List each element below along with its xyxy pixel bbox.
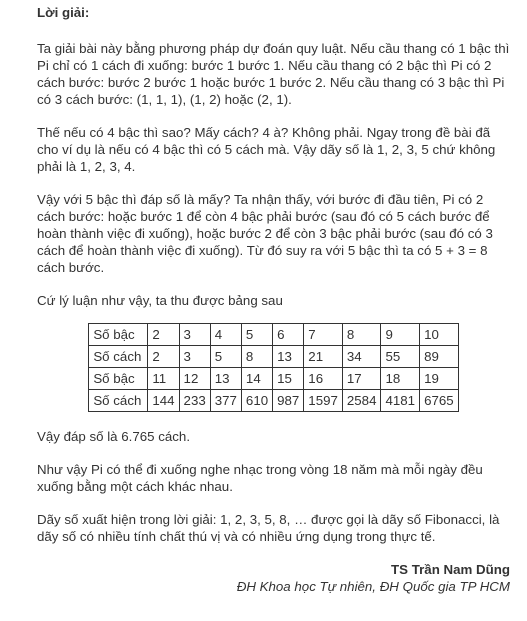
author-affiliation: ĐH Khoa học Tự nhiên, ĐH Quốc gia TP HCM (236, 579, 510, 594)
table-row (89, 390, 458, 412)
table-cell: 55 (381, 346, 420, 368)
table-cell: 17 (342, 368, 381, 390)
table-cell: 233 (179, 390, 210, 412)
table-cell: 8 (241, 346, 272, 368)
table-cell: 10 (420, 324, 459, 346)
paragraph-four-steps: Thế nếu có 4 bậc thì sao? Mấy cách? 4 à? Không phải. Ngay trong đề bài đã cho ví dụ là nếu có 4 bậc thì có 5 cách mà. Vậy dãy số là 1, 2, 3, 5 chứ không phải là 1, 2, 3, 4. (37, 125, 496, 174)
table-cell: 13 (210, 368, 241, 390)
table-cell: 19 (420, 368, 459, 390)
table-row (89, 346, 458, 368)
table-cell: 16 (304, 368, 343, 390)
paragraph-table-intro: Cứ lý luận như vậy, ta thu được bảng sau (37, 293, 283, 308)
table-cell: 14 (241, 368, 272, 390)
table-row-label: Số bậc (89, 324, 148, 346)
table-cell: 13 (273, 346, 304, 368)
table-cell: 3 (179, 346, 210, 368)
table-row-label: Số bậc (89, 368, 148, 390)
table-cell: 15 (273, 368, 304, 390)
table-cell: 9 (381, 324, 420, 346)
table-cell: 1597 (304, 390, 343, 412)
table-cell: 34 (342, 346, 381, 368)
table-row (89, 324, 458, 346)
table-row-label: Số cách (89, 346, 148, 368)
table-cell: 144 (148, 390, 179, 412)
table-cell: 5 (241, 324, 272, 346)
author-name: TS Trần Nam Dũng (391, 562, 510, 577)
table-cell: 4 (210, 324, 241, 346)
table-cell: 11 (148, 368, 179, 390)
paragraph-answer: Vậy đáp số là 6.765 cách. (37, 429, 191, 444)
signature (37, 561, 510, 595)
paragraph-music: Như vậy Pi có thể đi xuống nghe nhạc trong vòng 18 năm mà mỗi ngày đều xuống bằng một cách khác nhau. (37, 462, 483, 494)
table-cell: 89 (420, 346, 459, 368)
paragraph-intro: Ta giải bài này bằng phương pháp dự đoán quy luật. Nếu cầu thang có 1 bậc thì Pi chỉ có 1 cách đi xuống: bước 1 bước 1. Nếu cầu thang có 2 bậc thì Pi có 2 cách bước: bước 2 bước 1 hoặc bước 1 bước 2. Nếu cầu thang có 3 bậc thì Pi có 3 cách bước: (1, 1, 1), (1, 2) hoặc (2, 1). (37, 41, 510, 107)
table-cell: 4181 (381, 390, 420, 412)
table-cell: 12 (179, 368, 210, 390)
steps-table-body (89, 324, 458, 412)
table-cell: 2 (148, 324, 179, 346)
table-cell: 18 (381, 368, 420, 390)
table-cell: 21 (304, 346, 343, 368)
table-cell: 8 (342, 324, 381, 346)
paragraph-fibonacci: Dãy số xuất hiện trong lời giải: 1, 2, 3, 5, 8, … được gọi là dãy số Fibonacci, là dãy số có nhiều tính chất thú vị và có nhiều ứng dụng trong thực tế. (37, 512, 500, 544)
table-cell: 987 (273, 390, 304, 412)
table-cell: 3 (179, 324, 210, 346)
table-cell: 6765 (420, 390, 459, 412)
solution-heading: Lời giải: (37, 5, 90, 20)
steps-table (88, 323, 458, 412)
table-row (89, 368, 458, 390)
table-cell: 6 (273, 324, 304, 346)
table-cell: 377 (210, 390, 241, 412)
table-cell: 610 (241, 390, 272, 412)
table-row-label: Số cách (89, 390, 148, 412)
paragraph-five-steps: Vậy với 5 bậc thì đáp số là mấy? Ta nhận thấy, với bước đi đầu tiên, Pi có 2 cách bước: hoặc bước 1 để còn 4 bậc phải bước (sau đó có 5 cách bước để hoàn thành việc đi xuống), hoặc bước 2 để còn 3 bậc phải bước (sau đó có 3 cách để hoàn thành việc đi xuống). Từ đó suy ra với 5 bậc thì ta có 5 + 3 = 8 cách bước. (37, 192, 493, 275)
table-cell: 2 (148, 346, 179, 368)
table-cell: 5 (210, 346, 241, 368)
table-cell: 7 (304, 324, 343, 346)
table-cell: 2584 (342, 390, 381, 412)
